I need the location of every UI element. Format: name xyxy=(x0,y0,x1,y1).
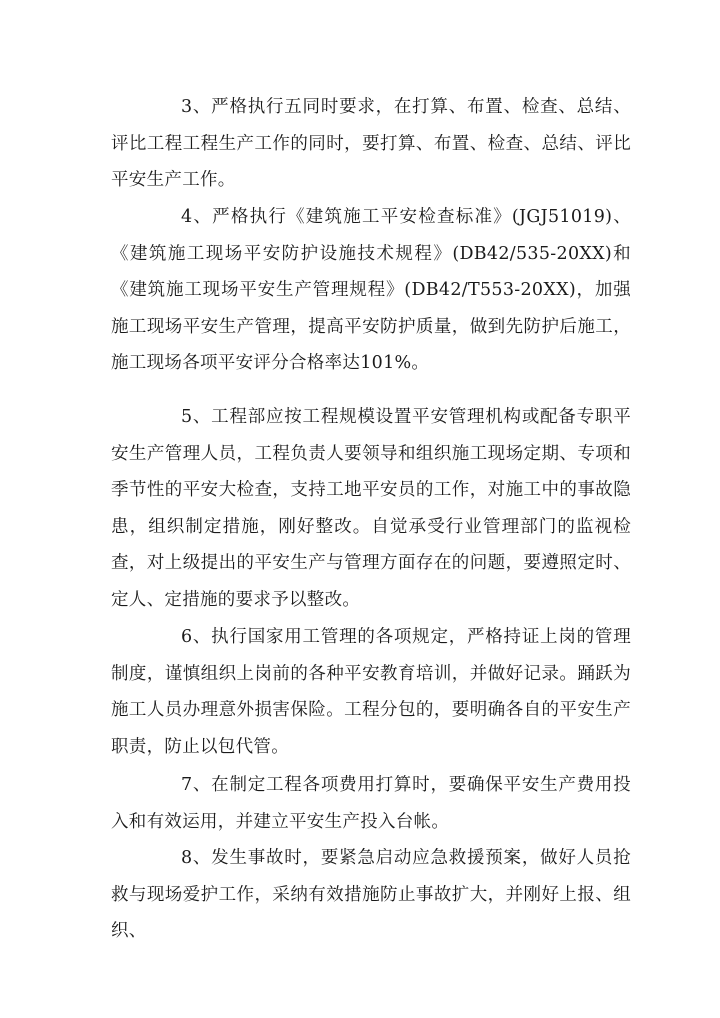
paragraph-item-7: 7、在制定工程各项费用打算时，要确保平安生产费用投入和有效运用，并建立平安生产投入台帐。 xyxy=(111,775,631,832)
paragraph-item-8: 8、发生事故时，要紧急启动应急救援预案，做好人员抢救与现场爱护工作，采纳有效措施防止事故扩大，并刚好上报、组织、 xyxy=(111,848,631,942)
paragraph-item-3: 3、严格执行五同时要求，在打算、布置、检查、总结、评比工程工程生产工作的同时，要打算、布置、检查、总结、评比平安生产工作。 xyxy=(111,97,631,191)
paragraph-item-6: 6、执行国家用工管理的各项规定，严格持证上岗的管理制度，谨慎组织上岗前的各种平安教育培训，并做好记录。踊跃为施工人员办理意外损害保险。工程分包的，要明确各自的平安生产职责，防止以包代管。 xyxy=(111,627,631,757)
paragraph-item-5: 5、工程部应按工程规模设置平安管理机构或配备专职平安生产管理人员，工程负责人要领导和组织施工现场定期、专项和季节性的平安大检查，支持工地平安员的工作，对施工中的事故隐患，组织制定措施，刚好整改。自觉承受行业管理部门的监视检查，对上级提出的平安生产与管理方面存在的问题，要遵照定时、定人、定措施的要求予以整改。 xyxy=(111,407,631,610)
paragraph-item-4: 4、严格执行《建筑施工平安检查标准》(JGJ51019)、《建筑施工现场平安防护设施技术规程》(DB42/535-20XX)和《建筑施工现场平安生产管理规程》(DB42/T553-20XX)，加强施工现场平安生产管理，提高平安防护质量，做到先防护后施工，施工现场各项平安评分合格率达101%。 xyxy=(111,207,631,374)
